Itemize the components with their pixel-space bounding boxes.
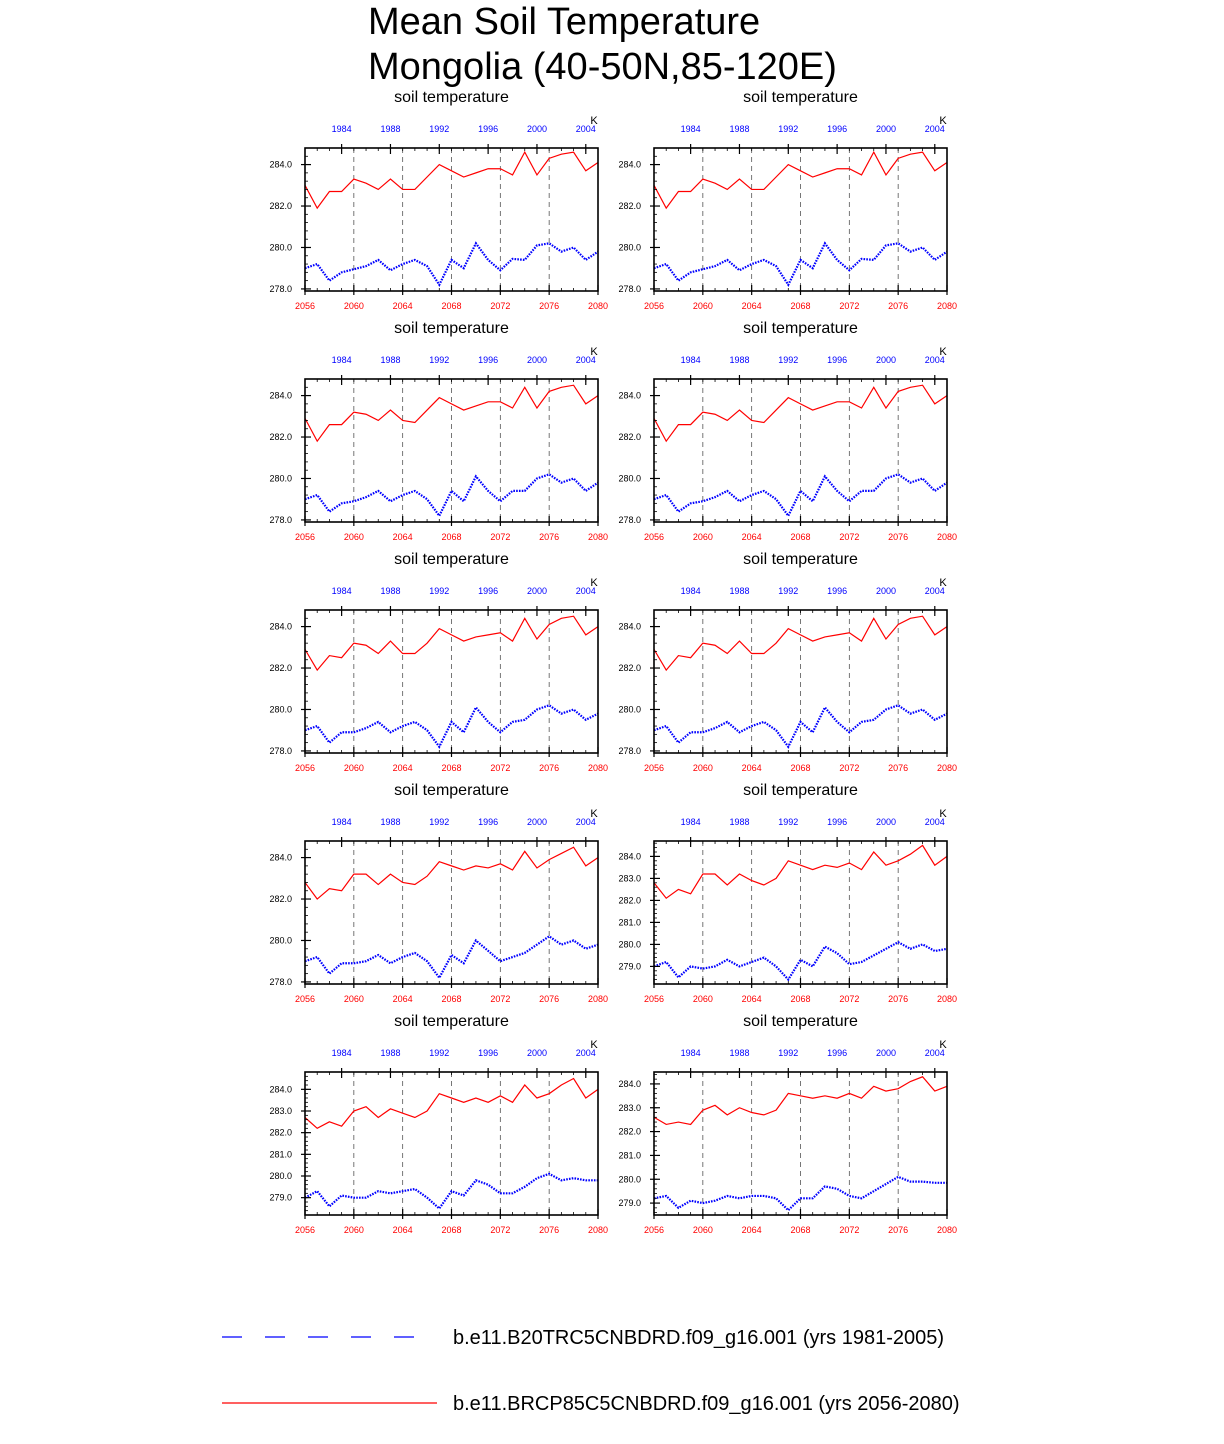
unit-label: K — [939, 577, 947, 589]
y-tick-label: 282.0 — [618, 663, 641, 674]
x-top-tick-label: 2004 — [924, 1048, 945, 1058]
x-bottom-tick-label: 2068 — [441, 994, 462, 1004]
panel-7 — [269, 782, 608, 1004]
legend — [222, 1327, 960, 1415]
y-tick-label: 279.0 — [269, 1192, 292, 1203]
x-top-tick-label: 1984 — [680, 124, 701, 134]
x-bottom-tick-label: 2072 — [839, 994, 860, 1004]
panel-title: soil temperature — [743, 89, 858, 106]
x-bottom-tick-label: 2056 — [643, 301, 665, 311]
panel-title: soil temperature — [743, 320, 858, 337]
x-bottom-tick-label: 2076 — [888, 994, 909, 1004]
x-top-tick-label: 1996 — [478, 124, 499, 134]
x-top-tick-label: 1988 — [729, 355, 750, 365]
x-top-tick-label: 1984 — [331, 355, 352, 365]
x-top-tick-label: 2004 — [575, 817, 596, 827]
x-top-tick-label: 1996 — [478, 1048, 499, 1058]
panel-title: soil temperature — [394, 89, 509, 106]
x-bottom-tick-label: 2064 — [741, 301, 762, 311]
x-bottom-tick-label: 2060 — [692, 301, 713, 311]
y-tick-label: 282.0 — [269, 1127, 292, 1138]
x-bottom-tick-label: 2076 — [888, 301, 909, 311]
unit-label: K — [590, 808, 598, 820]
x-top-tick-label: 2000 — [875, 124, 896, 134]
x-top-tick-label: 1988 — [380, 586, 401, 596]
x-top-tick-label: 1996 — [478, 586, 499, 596]
panel-title: soil temperature — [394, 1013, 509, 1030]
x-top-tick-label: 1988 — [729, 817, 750, 827]
y-tick-label: 282.0 — [618, 432, 641, 443]
x-top-tick-label: 2000 — [526, 124, 547, 134]
x-bottom-tick-label: 2064 — [392, 763, 413, 773]
x-top-tick-label: 2004 — [575, 1048, 596, 1058]
y-tick-label: 284.0 — [269, 1084, 292, 1095]
x-top-tick-label: 1988 — [380, 124, 401, 134]
x-bottom-tick-label: 2060 — [343, 532, 364, 542]
y-tick-label: 284.0 — [618, 1078, 641, 1089]
x-bottom-tick-label: 2068 — [790, 763, 811, 773]
x-top-tick-label: 2004 — [924, 586, 945, 596]
x-bottom-tick-label: 2064 — [392, 994, 413, 1004]
y-tick-label: 280.0 — [269, 935, 292, 946]
series-line-future — [305, 616, 598, 670]
x-bottom-tick-label: 2056 — [294, 532, 316, 542]
y-tick-label: 280.0 — [269, 704, 292, 715]
y-tick-label: 284.0 — [618, 390, 641, 401]
y-tick-label: 278.0 — [269, 283, 292, 294]
y-tick-label: 280.0 — [269, 473, 292, 484]
x-top-tick-label: 1996 — [478, 817, 499, 827]
panel-6 — [618, 551, 957, 773]
x-bottom-tick-label: 2056 — [294, 994, 316, 1004]
x-bottom-tick-label: 2076 — [539, 1225, 560, 1235]
y-tick-label: 278.0 — [618, 283, 641, 294]
x-top-tick-label: 1996 — [827, 1048, 848, 1058]
x-top-tick-label: 1996 — [827, 355, 848, 365]
y-tick-label: 284.0 — [269, 852, 292, 863]
x-bottom-tick-label: 2064 — [392, 301, 413, 311]
x-bottom-tick-label: 2080 — [587, 1225, 609, 1235]
x-bottom-tick-label: 2064 — [741, 994, 762, 1004]
x-top-tick-label: 1996 — [827, 817, 848, 827]
y-tick-label: 284.0 — [269, 621, 292, 632]
y-tick-label: 282.0 — [618, 1126, 641, 1137]
panel-title: soil temperature — [394, 551, 509, 568]
x-bottom-tick-label: 2064 — [392, 532, 413, 542]
x-bottom-tick-label: 2076 — [888, 532, 909, 542]
legend-label-1: b.e11.B20TRC5CNBDRD.f09_g16.001 (yrs 1981-2005) — [453, 1327, 945, 1349]
x-bottom-tick-label: 2056 — [643, 763, 665, 773]
unit-label: K — [939, 1039, 947, 1051]
panel-9 — [269, 1013, 608, 1235]
x-bottom-tick-label: 2056 — [294, 763, 316, 773]
unit-label: K — [590, 346, 598, 358]
series-line-future — [654, 385, 947, 441]
x-bottom-tick-label: 2080 — [587, 994, 609, 1004]
panel-4 — [618, 320, 957, 542]
x-bottom-tick-label: 2072 — [490, 763, 511, 773]
y-tick-label: 278.0 — [269, 514, 292, 525]
panel-1 — [269, 89, 608, 311]
y-tick-label: 282.0 — [269, 201, 292, 212]
x-bottom-tick-label: 2056 — [294, 1225, 316, 1235]
x-bottom-tick-label: 2064 — [741, 532, 762, 542]
y-tick-label: 282.0 — [618, 201, 641, 212]
panel-3 — [269, 320, 608, 542]
y-tick-label: 282.0 — [618, 895, 641, 906]
y-tick-label: 282.0 — [269, 894, 292, 905]
y-tick-label: 279.0 — [618, 1198, 641, 1209]
x-bottom-tick-label: 2072 — [490, 301, 511, 311]
y-tick-label: 280.0 — [618, 939, 641, 950]
x-bottom-tick-label: 2076 — [539, 763, 560, 773]
y-tick-label: 278.0 — [618, 514, 641, 525]
x-top-tick-label: 2000 — [875, 1048, 896, 1058]
x-top-tick-label: 1984 — [680, 586, 701, 596]
x-bottom-tick-label: 2076 — [888, 1225, 909, 1235]
x-bottom-tick-label: 2072 — [839, 763, 860, 773]
panel-grid — [269, 89, 957, 1235]
x-top-tick-label: 2000 — [526, 817, 547, 827]
x-bottom-tick-label: 2076 — [539, 301, 560, 311]
x-bottom-tick-label: 2060 — [692, 1225, 713, 1235]
x-bottom-tick-label: 2080 — [936, 763, 958, 773]
x-top-tick-label: 1984 — [331, 1048, 352, 1058]
x-top-tick-label: 1992 — [429, 124, 450, 134]
x-bottom-tick-label: 2080 — [587, 532, 609, 542]
x-top-tick-label: 1996 — [827, 124, 848, 134]
x-top-tick-label: 1988 — [380, 1048, 401, 1058]
panel-title: soil temperature — [743, 1013, 858, 1030]
x-bottom-tick-label: 2068 — [441, 1225, 462, 1235]
legend-label-2: b.e11.BRCP85C5CNBDRD.f09_g16.001 (yrs 2056-2080) — [453, 1393, 960, 1415]
x-bottom-tick-label: 2076 — [888, 763, 909, 773]
x-top-tick-label: 1984 — [331, 124, 352, 134]
x-top-tick-label: 1988 — [729, 1048, 750, 1058]
x-bottom-tick-label: 2060 — [343, 763, 364, 773]
x-top-tick-label: 2004 — [924, 124, 945, 134]
y-tick-label: 284.0 — [618, 159, 641, 170]
x-top-tick-label: 1992 — [429, 355, 450, 365]
x-bottom-tick-label: 2072 — [839, 1225, 860, 1235]
x-top-tick-label: 1996 — [478, 355, 499, 365]
x-bottom-tick-label: 2060 — [343, 994, 364, 1004]
x-bottom-tick-label: 2072 — [490, 1225, 511, 1235]
x-bottom-tick-label: 2080 — [936, 1225, 958, 1235]
y-tick-label: 278.0 — [618, 745, 641, 756]
series-line-future — [654, 616, 947, 670]
y-tick-label: 280.0 — [618, 242, 641, 253]
y-tick-label: 281.0 — [618, 1150, 641, 1161]
panel-2 — [618, 89, 957, 311]
y-tick-label: 283.0 — [618, 1102, 641, 1113]
series-line-historical — [654, 942, 947, 979]
x-top-tick-label: 2000 — [526, 586, 547, 596]
x-bottom-tick-label: 2068 — [790, 301, 811, 311]
x-bottom-tick-label: 2064 — [741, 1225, 762, 1235]
x-top-tick-label: 1988 — [380, 817, 401, 827]
unit-label: K — [590, 1039, 598, 1051]
x-top-tick-label: 2000 — [875, 355, 896, 365]
unit-label: K — [939, 346, 947, 358]
x-bottom-tick-label: 2060 — [692, 532, 713, 542]
x-top-tick-label: 1984 — [331, 817, 352, 827]
y-tick-label: 278.0 — [269, 745, 292, 756]
x-top-tick-label: 2000 — [875, 586, 896, 596]
panel-10 — [618, 1013, 957, 1235]
x-top-tick-label: 1988 — [729, 586, 750, 596]
x-top-tick-label: 1992 — [778, 1048, 799, 1058]
x-top-tick-label: 1988 — [729, 124, 750, 134]
x-bottom-tick-label: 2056 — [294, 301, 316, 311]
x-bottom-tick-label: 2056 — [643, 1225, 665, 1235]
x-top-tick-label: 2004 — [924, 817, 945, 827]
x-bottom-tick-label: 2072 — [839, 532, 860, 542]
x-top-tick-label: 1992 — [778, 124, 799, 134]
y-tick-label: 280.0 — [269, 1171, 292, 1181]
x-bottom-tick-label: 2080 — [936, 994, 958, 1004]
x-top-tick-label: 1992 — [778, 817, 799, 827]
y-tick-label: 281.0 — [618, 917, 641, 928]
x-bottom-tick-label: 2068 — [790, 532, 811, 542]
panel-title: soil temperature — [743, 782, 858, 799]
y-tick-label: 279.0 — [618, 961, 641, 972]
x-top-tick-label: 2004 — [575, 124, 596, 134]
y-tick-label: 278.0 — [269, 976, 292, 987]
x-top-tick-label: 1996 — [827, 586, 848, 596]
x-bottom-tick-label: 2068 — [441, 301, 462, 311]
y-tick-label: 280.0 — [618, 473, 641, 484]
x-bottom-tick-label: 2068 — [441, 532, 462, 542]
x-bottom-tick-label: 2076 — [539, 994, 560, 1004]
x-top-tick-label: 1992 — [429, 586, 450, 596]
x-top-tick-label: 1984 — [331, 586, 352, 596]
x-bottom-tick-label: 2068 — [790, 1225, 811, 1235]
y-tick-label: 283.0 — [618, 873, 641, 884]
x-bottom-tick-label: 2076 — [539, 532, 560, 542]
x-bottom-tick-label: 2080 — [587, 301, 609, 311]
x-bottom-tick-label: 2072 — [839, 301, 860, 311]
figure-title-line1: Mean Soil Temperature — [368, 1, 761, 43]
y-tick-label: 280.0 — [618, 704, 641, 715]
x-top-tick-label: 1988 — [380, 355, 401, 365]
panel-8 — [618, 782, 957, 1004]
x-top-tick-label: 1984 — [680, 1048, 701, 1058]
y-tick-label: 284.0 — [618, 851, 641, 862]
x-bottom-tick-label: 2064 — [392, 1225, 413, 1235]
x-bottom-tick-label: 2072 — [490, 994, 511, 1004]
x-bottom-tick-label: 2080 — [936, 301, 958, 311]
y-tick-label: 284.0 — [618, 621, 641, 632]
unit-label: K — [590, 577, 598, 589]
x-bottom-tick-label: 2060 — [343, 1225, 364, 1235]
x-top-tick-label: 2004 — [924, 355, 945, 365]
x-top-tick-label: 2000 — [526, 355, 547, 365]
series-line-historical — [305, 1174, 598, 1209]
x-bottom-tick-label: 2060 — [692, 994, 713, 1004]
y-tick-label: 280.0 — [618, 1174, 641, 1185]
panel-5 — [269, 551, 608, 773]
x-bottom-tick-label: 2072 — [490, 532, 511, 542]
x-bottom-tick-label: 2080 — [936, 532, 958, 542]
x-top-tick-label: 1992 — [778, 586, 799, 596]
x-top-tick-label: 1984 — [680, 355, 701, 365]
x-bottom-tick-label: 2056 — [643, 994, 665, 1004]
unit-label: K — [590, 115, 598, 127]
x-top-tick-label: 2004 — [575, 586, 596, 596]
x-top-tick-label: 1984 — [680, 817, 701, 827]
x-top-tick-label: 1992 — [429, 817, 450, 827]
x-top-tick-label: 2000 — [875, 817, 896, 827]
x-bottom-tick-label: 2064 — [741, 763, 762, 773]
y-tick-label: 282.0 — [269, 663, 292, 674]
unit-label: K — [939, 115, 947, 127]
figure-title-line2: Mongolia (40-50N,85-120E) — [368, 46, 837, 88]
panel-title: soil temperature — [743, 551, 858, 568]
panel-title: soil temperature — [394, 320, 509, 337]
y-tick-label: 283.0 — [269, 1106, 292, 1116]
x-bottom-tick-label: 2060 — [692, 763, 713, 773]
x-bottom-tick-label: 2060 — [343, 301, 364, 311]
x-top-tick-label: 2004 — [575, 355, 596, 365]
x-bottom-tick-label: 2056 — [643, 532, 665, 542]
y-tick-label: 282.0 — [269, 432, 292, 443]
x-top-tick-label: 1992 — [778, 355, 799, 365]
unit-label: K — [939, 808, 947, 820]
y-tick-label: 284.0 — [269, 390, 292, 401]
y-tick-label: 280.0 — [269, 242, 292, 253]
x-bottom-tick-label: 2068 — [790, 994, 811, 1004]
x-bottom-tick-label: 2068 — [441, 763, 462, 773]
x-bottom-tick-label: 2080 — [587, 763, 609, 773]
y-tick-label: 281.0 — [269, 1149, 292, 1160]
x-top-tick-label: 1992 — [429, 1048, 450, 1058]
series-line-future — [305, 385, 598, 441]
y-tick-label: 284.0 — [269, 159, 292, 170]
x-top-tick-label: 2000 — [526, 1048, 547, 1058]
panel-title: soil temperature — [394, 782, 509, 799]
